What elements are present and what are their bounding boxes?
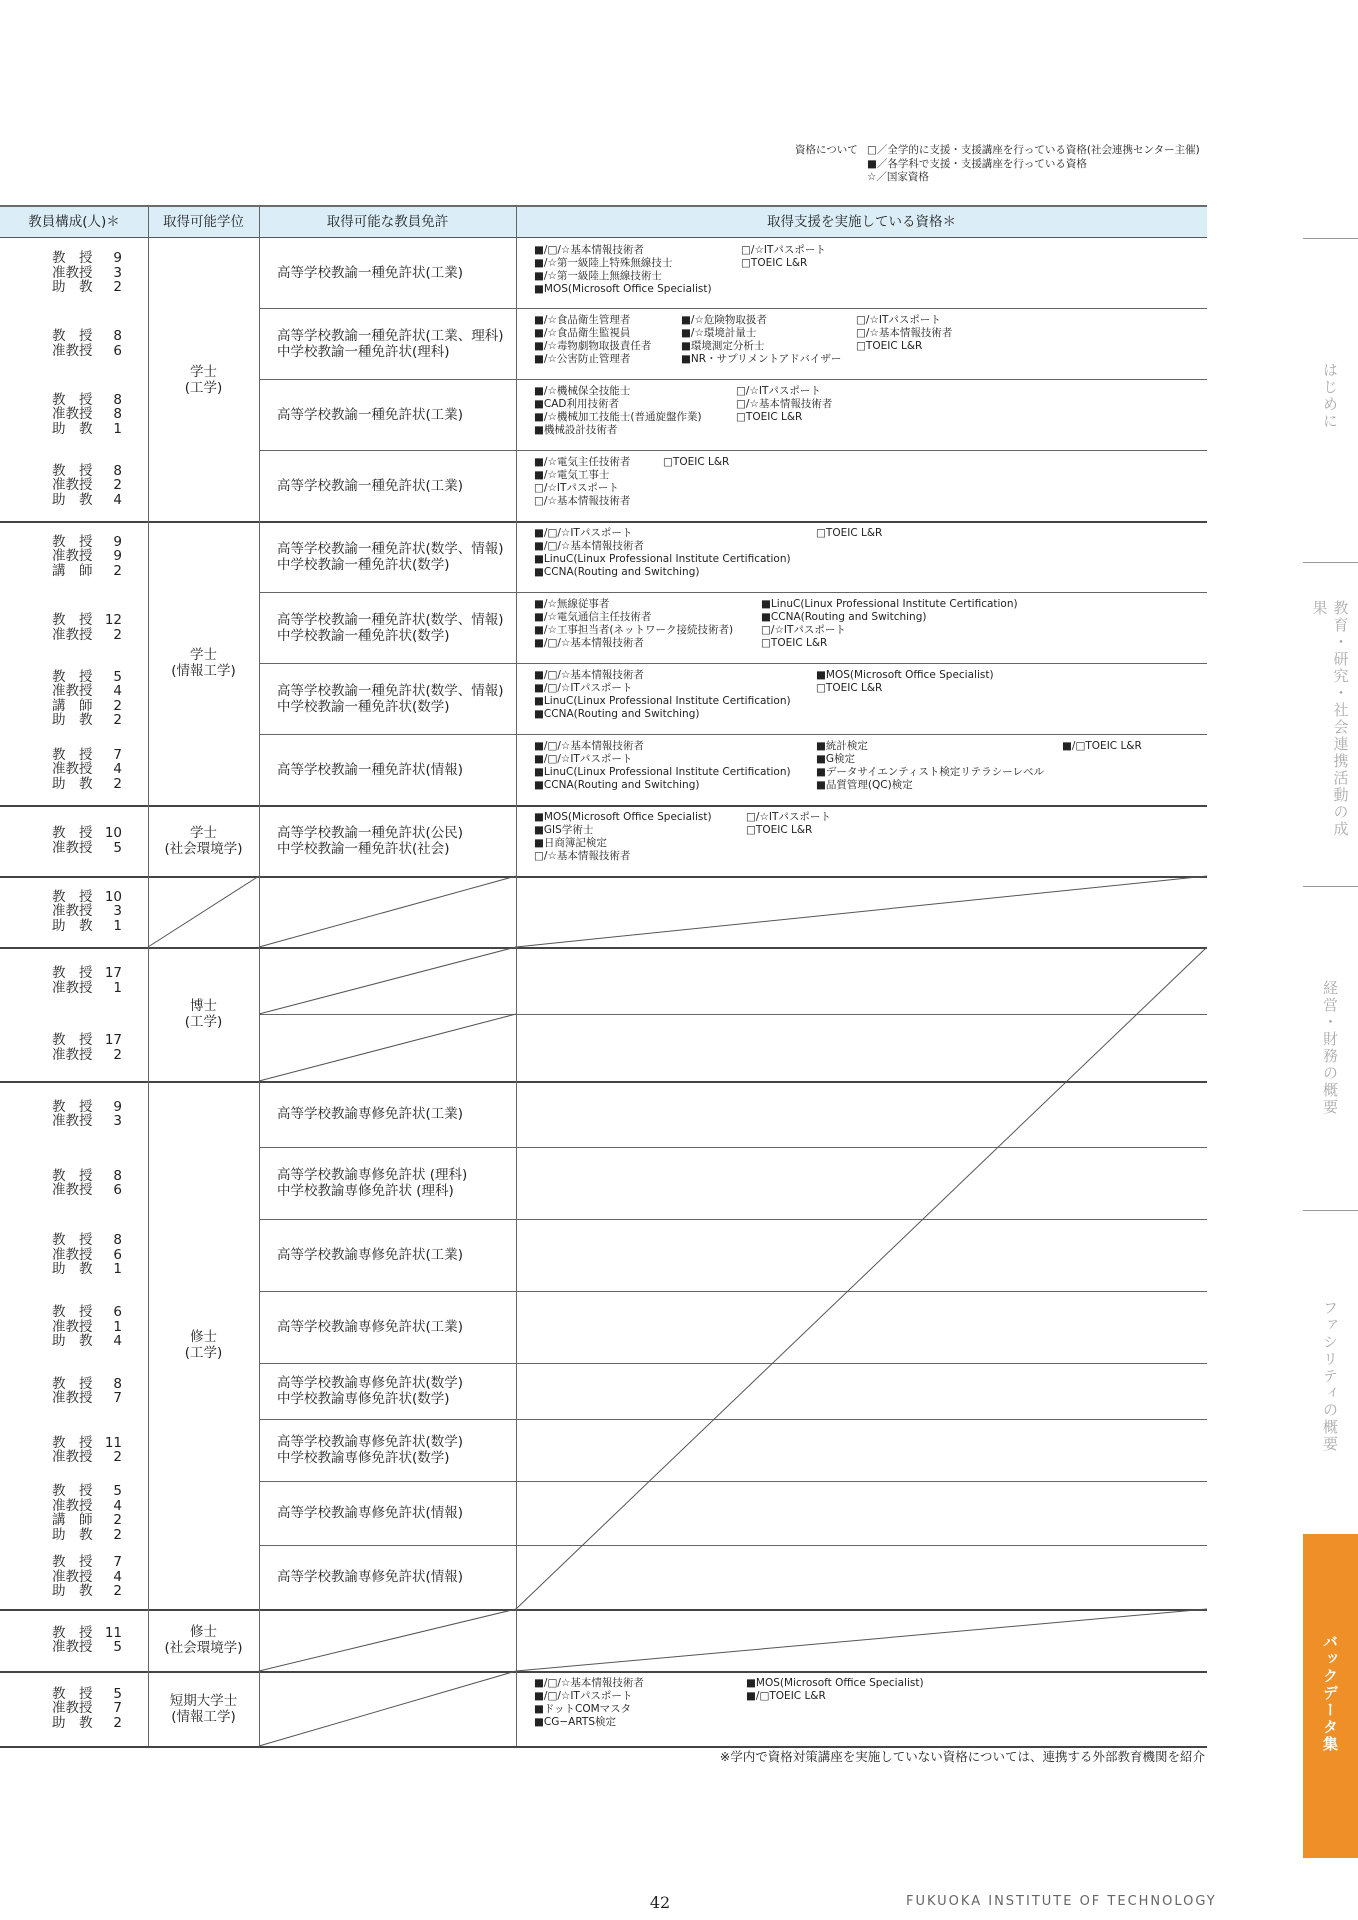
qualification-item: ■/☆食品衛生管理者	[534, 314, 631, 326]
staff-count: 7	[113, 1390, 122, 1406]
qualification-item: ■/□/☆基本情報技術者	[534, 244, 644, 256]
qualification-item: ■/□/☆ITパスポート	[534, 682, 633, 694]
sidebar-tab-introduction[interactable]	[1303, 362, 1358, 462]
staff-title: 教 授	[52, 1232, 93, 1249]
staff-title: 准教授	[52, 264, 93, 281]
staff-title: 講 師	[52, 697, 93, 714]
qualification-item: □/☆基本情報技術者	[534, 495, 631, 507]
qualification-item: ■LinuC(Linux Professional Institute Certification)	[534, 553, 791, 565]
staff-title: 教 授	[52, 746, 93, 763]
staff-title: 教 授	[52, 1098, 93, 1115]
staff-count: 3	[113, 264, 122, 281]
qualification-item: ■統計検定	[816, 740, 868, 752]
qualification-item: ■CCNA(Routing and Switching)	[534, 779, 700, 791]
staff-count: 17	[104, 1032, 122, 1048]
license-text: 高等学校教諭専修免許状(工業)	[277, 1247, 464, 1263]
qualification-item: ■/☆電気工事士	[534, 469, 610, 481]
staff-title: 准教授	[52, 1390, 93, 1406]
license-text: 中学校教諭専修免許状 (理科)	[277, 1183, 454, 1199]
staff-count: 9	[113, 1098, 122, 1115]
staff-title: 助 教	[52, 712, 93, 728]
staff-count: 7	[113, 1700, 122, 1717]
qualification-item: ■G検定	[816, 753, 856, 765]
qualification-item: □/☆ITパスポート	[736, 385, 821, 397]
staff-title: 教 授	[52, 391, 93, 408]
qualification-item: ■/☆毒物劇物取扱責任者	[534, 340, 652, 352]
qualification-item: □/☆ITパスポート	[534, 482, 619, 494]
staff-title: 教 授	[52, 328, 93, 344]
legend-title: 資格について	[795, 144, 858, 156]
license-text: 中学校教諭一種免許状(数学)	[277, 698, 450, 715]
license-text: 中学校教諭一種免許状(社会)	[277, 840, 450, 857]
staff-count: 7	[113, 1554, 122, 1571]
staff-count: 4	[113, 683, 122, 699]
staff-title: 教 授	[52, 965, 93, 981]
qualification-item: □/☆基本情報技術者	[736, 398, 833, 410]
staff-count: 2	[113, 1583, 122, 1600]
staff-title: 准教授	[52, 1318, 93, 1335]
staff-count: 5	[113, 1483, 122, 1499]
degree-cell: 学士 (工学)	[184, 363, 223, 396]
staff-count: 8	[113, 1167, 122, 1184]
staff-title: 准教授	[52, 903, 93, 920]
license-text: 高等学校教諭専修免許状(情報)	[277, 1569, 464, 1585]
staff-count: 12	[104, 612, 122, 628]
license-text: 高等学校教諭専修免許状(工業)	[277, 1106, 464, 1122]
license-text: 中学校教諭一種免許状(数学)	[277, 627, 450, 644]
qualification-item: ■/☆機械保全技能士	[534, 385, 631, 397]
staff-count: 17	[104, 965, 122, 981]
staff-count: 2	[113, 477, 122, 494]
license-text: 高等学校教諭専修免許状(数学)	[277, 1434, 464, 1450]
qualification-item: ■LinuC(Linux Professional Institute Certification)	[534, 695, 791, 707]
qualification-item: ■MOS(Microsoft Office Specialist)	[816, 669, 994, 681]
staff-count: 1	[113, 979, 122, 996]
qualification-item: ■/☆公害防止管理者	[534, 353, 631, 365]
staff-title: 助 教	[52, 1526, 93, 1543]
staff-title: 助 教	[52, 1261, 93, 1278]
staff-count: 8	[113, 462, 122, 479]
staff-title: 准教授	[52, 477, 93, 494]
license-text: 高等学校教諭専修免許状(数学)	[277, 1375, 464, 1391]
license-text: 高等学校教諭一種免許状(工業)	[277, 477, 464, 494]
qualification-item: ■NR・サプリメントアドバイザー	[681, 353, 842, 365]
license-text: 高等学校教諭専修免許状(情報)	[277, 1505, 464, 1521]
staff-title: 准教授	[52, 1046, 93, 1063]
license-text: 高等学校教諭一種免許状(工業)	[277, 406, 464, 423]
staff-title: 助 教	[52, 491, 93, 508]
degree-cell: 短期大学士 (情報工学)	[169, 1692, 238, 1725]
qualification-item: ■/□/☆ITパスポート	[534, 1690, 633, 1702]
qualification-item: □TOEIC L&R	[746, 824, 813, 836]
sidebar-tab-management-finance[interactable]	[1303, 980, 1358, 1120]
qualification-item: ■CAD利用技術者	[534, 398, 620, 410]
staff-count: 2	[113, 712, 122, 728]
qualification-item: ■/□TOEIC L&R	[746, 1690, 826, 1702]
staff-count: 4	[113, 1568, 122, 1585]
qualification-item: ■日商簿記検定	[534, 837, 607, 849]
qualification-item: ■/□/☆基本情報技術者	[534, 740, 644, 752]
diagonal-line	[259, 1014, 516, 1081]
staff-count: 5	[113, 1685, 122, 1702]
staff-count: 2	[113, 626, 122, 643]
staff-count: 4	[113, 491, 122, 508]
staff-count: 5	[113, 1639, 122, 1655]
staff-count: 9	[113, 548, 122, 565]
staff-count: 1	[113, 420, 122, 437]
page-number: 42	[649, 1893, 671, 1912]
staff-title: 准教授	[52, 979, 93, 996]
diagonal-line	[259, 947, 516, 1014]
qualification-item: ■/□/☆基本情報技術者	[534, 637, 644, 649]
staff-title: 教 授	[52, 1554, 93, 1571]
staff-title: 准教授	[52, 683, 93, 699]
qualification-item: ■/□TOEIC L&R	[1062, 740, 1142, 752]
staff-count: 2	[113, 1512, 122, 1528]
sidebar-tab-back-data[interactable]	[1303, 1534, 1358, 1858]
diagonal-line	[259, 876, 516, 947]
staff-count: 6	[113, 1304, 122, 1321]
staff-count: 9	[113, 533, 122, 550]
footnote: ※学内で資格対策講座を実施していない資格については、連携する外部教育機関を紹介	[719, 1749, 1205, 1764]
qualification-item: ■/☆危険物取扱者	[681, 314, 767, 326]
staff-title: 准教授	[52, 406, 93, 423]
staff-count: 5	[113, 839, 122, 856]
staff-count: 8	[113, 328, 122, 344]
staff-title: 教 授	[52, 1685, 93, 1702]
qualification-item: □/☆ITパスポート	[761, 624, 846, 636]
staff-title: 准教授	[52, 1568, 93, 1585]
license-text: 高等学校教諭専修免許状(工業)	[277, 1319, 464, 1335]
section-sidebar	[1303, 0, 1358, 1920]
license-text: 高等学校教諭一種免許状(数学、情報)	[277, 540, 504, 557]
header-degree: 取得可能学位	[163, 214, 244, 230]
staff-count: 4	[113, 761, 122, 778]
staff-count: 4	[113, 1497, 122, 1514]
staff-count: 2	[113, 1526, 122, 1543]
staff-count: 9	[113, 250, 122, 267]
staff-title: 教 授	[52, 1434, 93, 1451]
staff-title: 准教授	[52, 1246, 93, 1263]
qualification-item: ■CG−ARTS検定	[534, 1716, 616, 1728]
qualification-item: ■/☆機械加工技能士(普通旋盤作業)	[534, 411, 702, 423]
staff-title: 講 師	[52, 1512, 93, 1528]
qualification-item: ■/☆電気主任技術者	[534, 456, 631, 468]
qualification-item: ■/□/☆基本情報技術者	[534, 669, 644, 681]
degree-cell: 修士 (工学)	[184, 1329, 223, 1361]
license-text: 中学校教諭一種免許状(数学)	[277, 556, 450, 573]
staff-title: 教 授	[52, 1167, 93, 1184]
staff-title: 教 授	[52, 462, 93, 479]
qualification-item: □TOEIC L&R	[816, 682, 883, 694]
staff-count: 8	[113, 391, 122, 408]
qualification-item: ■/☆環境計量士	[681, 327, 757, 339]
diagonal-line	[516, 876, 1207, 947]
degree-cell: 博士 (工学)	[184, 998, 223, 1030]
sidebar-tab-label: ファシリティの概要	[1321, 1300, 1339, 1453]
staff-title: 教 授	[52, 533, 93, 550]
staff-count: 3	[113, 903, 122, 920]
qualification-item: ■/☆電気通信主任技術者	[534, 611, 652, 623]
staff-count: 8	[113, 1375, 122, 1392]
legend-item: □／全学的に支援・支援講座を行っている資格(社会連携センター主催)	[867, 144, 1200, 156]
license-text: 高等学校教諭一種免許状(工業)	[277, 265, 464, 281]
staff-count: 1	[113, 1318, 122, 1335]
staff-title: 准教授	[52, 1639, 93, 1655]
staff-title: 教 授	[52, 1032, 93, 1048]
qualification-item: ■MOS(Microsoft Office Specialist)	[534, 811, 712, 823]
staff-count: 2	[113, 775, 122, 792]
staff-count: 11	[104, 1434, 122, 1451]
legend-item: ☆／国家資格	[867, 171, 929, 183]
staff-count: 10	[104, 888, 122, 905]
staff-title: 助 教	[52, 1333, 93, 1350]
qualification-item: □/☆ITパスポート	[856, 314, 941, 326]
staff-title: 准教授	[52, 1497, 93, 1514]
staff-title: 教 授	[52, 668, 93, 685]
license-text: 高等学校教諭一種免許状(数学、情報)	[277, 682, 504, 699]
staff-count: 6	[113, 342, 122, 359]
staff-count: 6	[113, 1182, 122, 1198]
degree-cell: 学士 (社会環境学)	[164, 824, 243, 857]
qualification-item: ■機械設計技術者	[534, 424, 618, 436]
staff-count: 5	[113, 668, 122, 685]
staff-title: 教 授	[52, 1624, 93, 1641]
license-text: 中学校教諭専修免許状(数学)	[277, 1391, 450, 1407]
qualification-item: ■品質管理(QC)検定	[816, 779, 913, 791]
qualification-item: ■/□/☆基本情報技術者	[534, 1677, 644, 1689]
qualification-item: □TOEIC L&R	[761, 637, 828, 649]
qualification-item: □/☆基本情報技術者	[856, 327, 953, 339]
qualification-item: ■CCNA(Routing and Switching)	[534, 708, 700, 720]
staff-title: 助 教	[52, 420, 93, 437]
staff-count: 1	[113, 1261, 122, 1278]
staff-title: 教 授	[52, 250, 93, 267]
staff-count: 2	[113, 1714, 122, 1731]
qualification-item: ■LinuC(Linux Professional Institute Certification)	[534, 766, 791, 778]
staff-title: 准教授	[52, 839, 93, 856]
staff-count: 7	[113, 746, 122, 763]
qualification-item: ■/☆工事担当者(ネットワーク接続技術者)	[534, 624, 734, 636]
qualification-item: ■データサイエンティスト検定リテラシーレベル	[816, 766, 1045, 778]
staff-count: 1	[113, 917, 122, 934]
staff-title: 教 授	[52, 1304, 93, 1321]
sidebar-tab-facilities[interactable]	[1303, 1300, 1358, 1460]
staff-title: 教 授	[52, 612, 93, 628]
qualification-item: ■/☆第一級陸上無線技術士	[534, 270, 662, 282]
staff-title: 准教授	[52, 626, 93, 643]
qualification-item: □TOEIC L&R	[736, 411, 803, 423]
sidebar-tab-label: 教育・研究・社会連携活動の成果	[1310, 600, 1350, 838]
qualification-item: ■/☆第一級陸上特殊無線技士	[534, 257, 673, 269]
staff-count: 6	[113, 1246, 122, 1263]
staff-title: 助 教	[52, 917, 93, 934]
qualification-item: □TOEIC L&R	[663, 456, 730, 468]
qualification-item: ■/☆食品衛生監視員	[534, 327, 631, 339]
license-text: 高等学校教諭一種免許状(数学、情報)	[277, 611, 504, 628]
staff-title: 助 教	[52, 775, 93, 792]
diagonal-line	[516, 1609, 1207, 1671]
qualification-item: □/☆ITパスポート	[746, 811, 831, 823]
staff-title: 准教授	[52, 548, 93, 565]
diagonal-lines	[0, 205, 1207, 1765]
sidebar-tab-label: はじめに	[1321, 362, 1339, 430]
header-qualifications: 取得支援を実施している資格＊	[767, 214, 956, 230]
staff-count: 2	[113, 1449, 122, 1465]
qualification-item: □/☆基本情報技術者	[534, 850, 631, 862]
staff-title: 准教授	[52, 1113, 93, 1129]
header-staff: 教員構成(人)＊	[28, 214, 120, 230]
sidebar-tab-education-research[interactable]	[1303, 600, 1358, 850]
staff-title: 教 授	[52, 888, 93, 905]
qualification-item: ■MOS(Microsoft Office Specialist)	[746, 1677, 924, 1689]
qualification-item: □TOEIC L&R	[856, 340, 923, 352]
staff-count: 11	[104, 1624, 122, 1641]
staff-count: 3	[113, 1113, 122, 1129]
staff-count: 8	[113, 406, 122, 423]
license-text: 高等学校教諭一種免許状(情報)	[277, 761, 464, 778]
staff-title: 助 教	[52, 279, 93, 296]
qualification-item: ■MOS(Microsoft Office Specialist)	[534, 283, 712, 295]
license-text: 高等学校教諭一種免許状(公民)	[277, 824, 464, 841]
license-text: 中学校教諭専修免許状(数学)	[277, 1450, 450, 1466]
sidebar-tab-label: バックデータ集	[1321, 1634, 1339, 1753]
legend-item: ■／各学科で支援・支援講座を行っている資格	[867, 157, 1087, 170]
staff-count: 4	[113, 1333, 122, 1350]
qualification-item: ■/□/☆基本情報技術者	[534, 540, 644, 552]
staff-title: 助 教	[52, 1583, 93, 1600]
qualification-item: ■CCNA(Routing and Switching)	[534, 566, 700, 578]
staff-count: 2	[113, 697, 122, 714]
qualification-item: ■/☆無線従事者	[534, 598, 610, 610]
staff-title: 教 授	[52, 1483, 93, 1499]
staff-count: 8	[113, 1232, 122, 1249]
qualification-item: ■GIS学術士	[534, 824, 594, 836]
license-text: 高等学校教諭専修免許状 (理科)	[277, 1167, 468, 1183]
qualification-item: ■/□/☆ITパスポート	[534, 753, 633, 765]
staff-count: 2	[113, 279, 122, 296]
license-text: 高等学校教諭一種免許状(工業、理科)	[277, 327, 504, 344]
diagonal-line	[259, 1671, 516, 1746]
staff-title: 准教授	[52, 761, 93, 778]
header-license: 取得可能な教員免許	[326, 214, 449, 230]
staff-title: 准教授	[52, 1700, 93, 1717]
sidebar-tab-label: 経営・財務の概要	[1321, 980, 1339, 1116]
qualification-item: ■ドットCOMマスタ	[534, 1703, 632, 1715]
staff-title: 准教授	[52, 342, 93, 359]
qualification-item: ■CCNA(Routing and Switching)	[761, 611, 927, 623]
staff-title: 助 教	[52, 1714, 93, 1731]
qualification-item: □/☆ITパスポート	[741, 244, 826, 256]
staff-count: 10	[104, 825, 122, 841]
qualification-item: ■/□/☆ITパスポート	[534, 527, 633, 539]
qualification-item: ■環境測定分析士	[681, 340, 765, 352]
diagonal-line	[259, 1609, 516, 1671]
qualification-item: □TOEIC L&R	[816, 527, 883, 539]
staff-title: 講 師	[52, 562, 93, 579]
license-text: 中学校教諭一種免許状(理科)	[277, 343, 450, 360]
footer-institution: FUKUOKA INSTITUTE OF TECHNOLOGY	[906, 1894, 1217, 1909]
diagonal-line	[516, 947, 1207, 1609]
degree-cell: 修士 (社会環境学)	[164, 1624, 243, 1656]
staff-count: 2	[113, 562, 122, 579]
staff-title: 准教授	[52, 1182, 93, 1198]
staff-title: 教 授	[52, 1375, 93, 1392]
staff-count: 2	[113, 1046, 122, 1063]
degree-cell: 学士 (情報工学)	[171, 647, 236, 679]
diagonal-line	[148, 876, 259, 947]
staff-title: 教 授	[52, 825, 93, 841]
staff-title: 准教授	[52, 1449, 93, 1465]
qualification-item: □TOEIC L&R	[741, 257, 808, 269]
qualification-item: ■LinuC(Linux Professional Institute Certification)	[761, 598, 1018, 610]
